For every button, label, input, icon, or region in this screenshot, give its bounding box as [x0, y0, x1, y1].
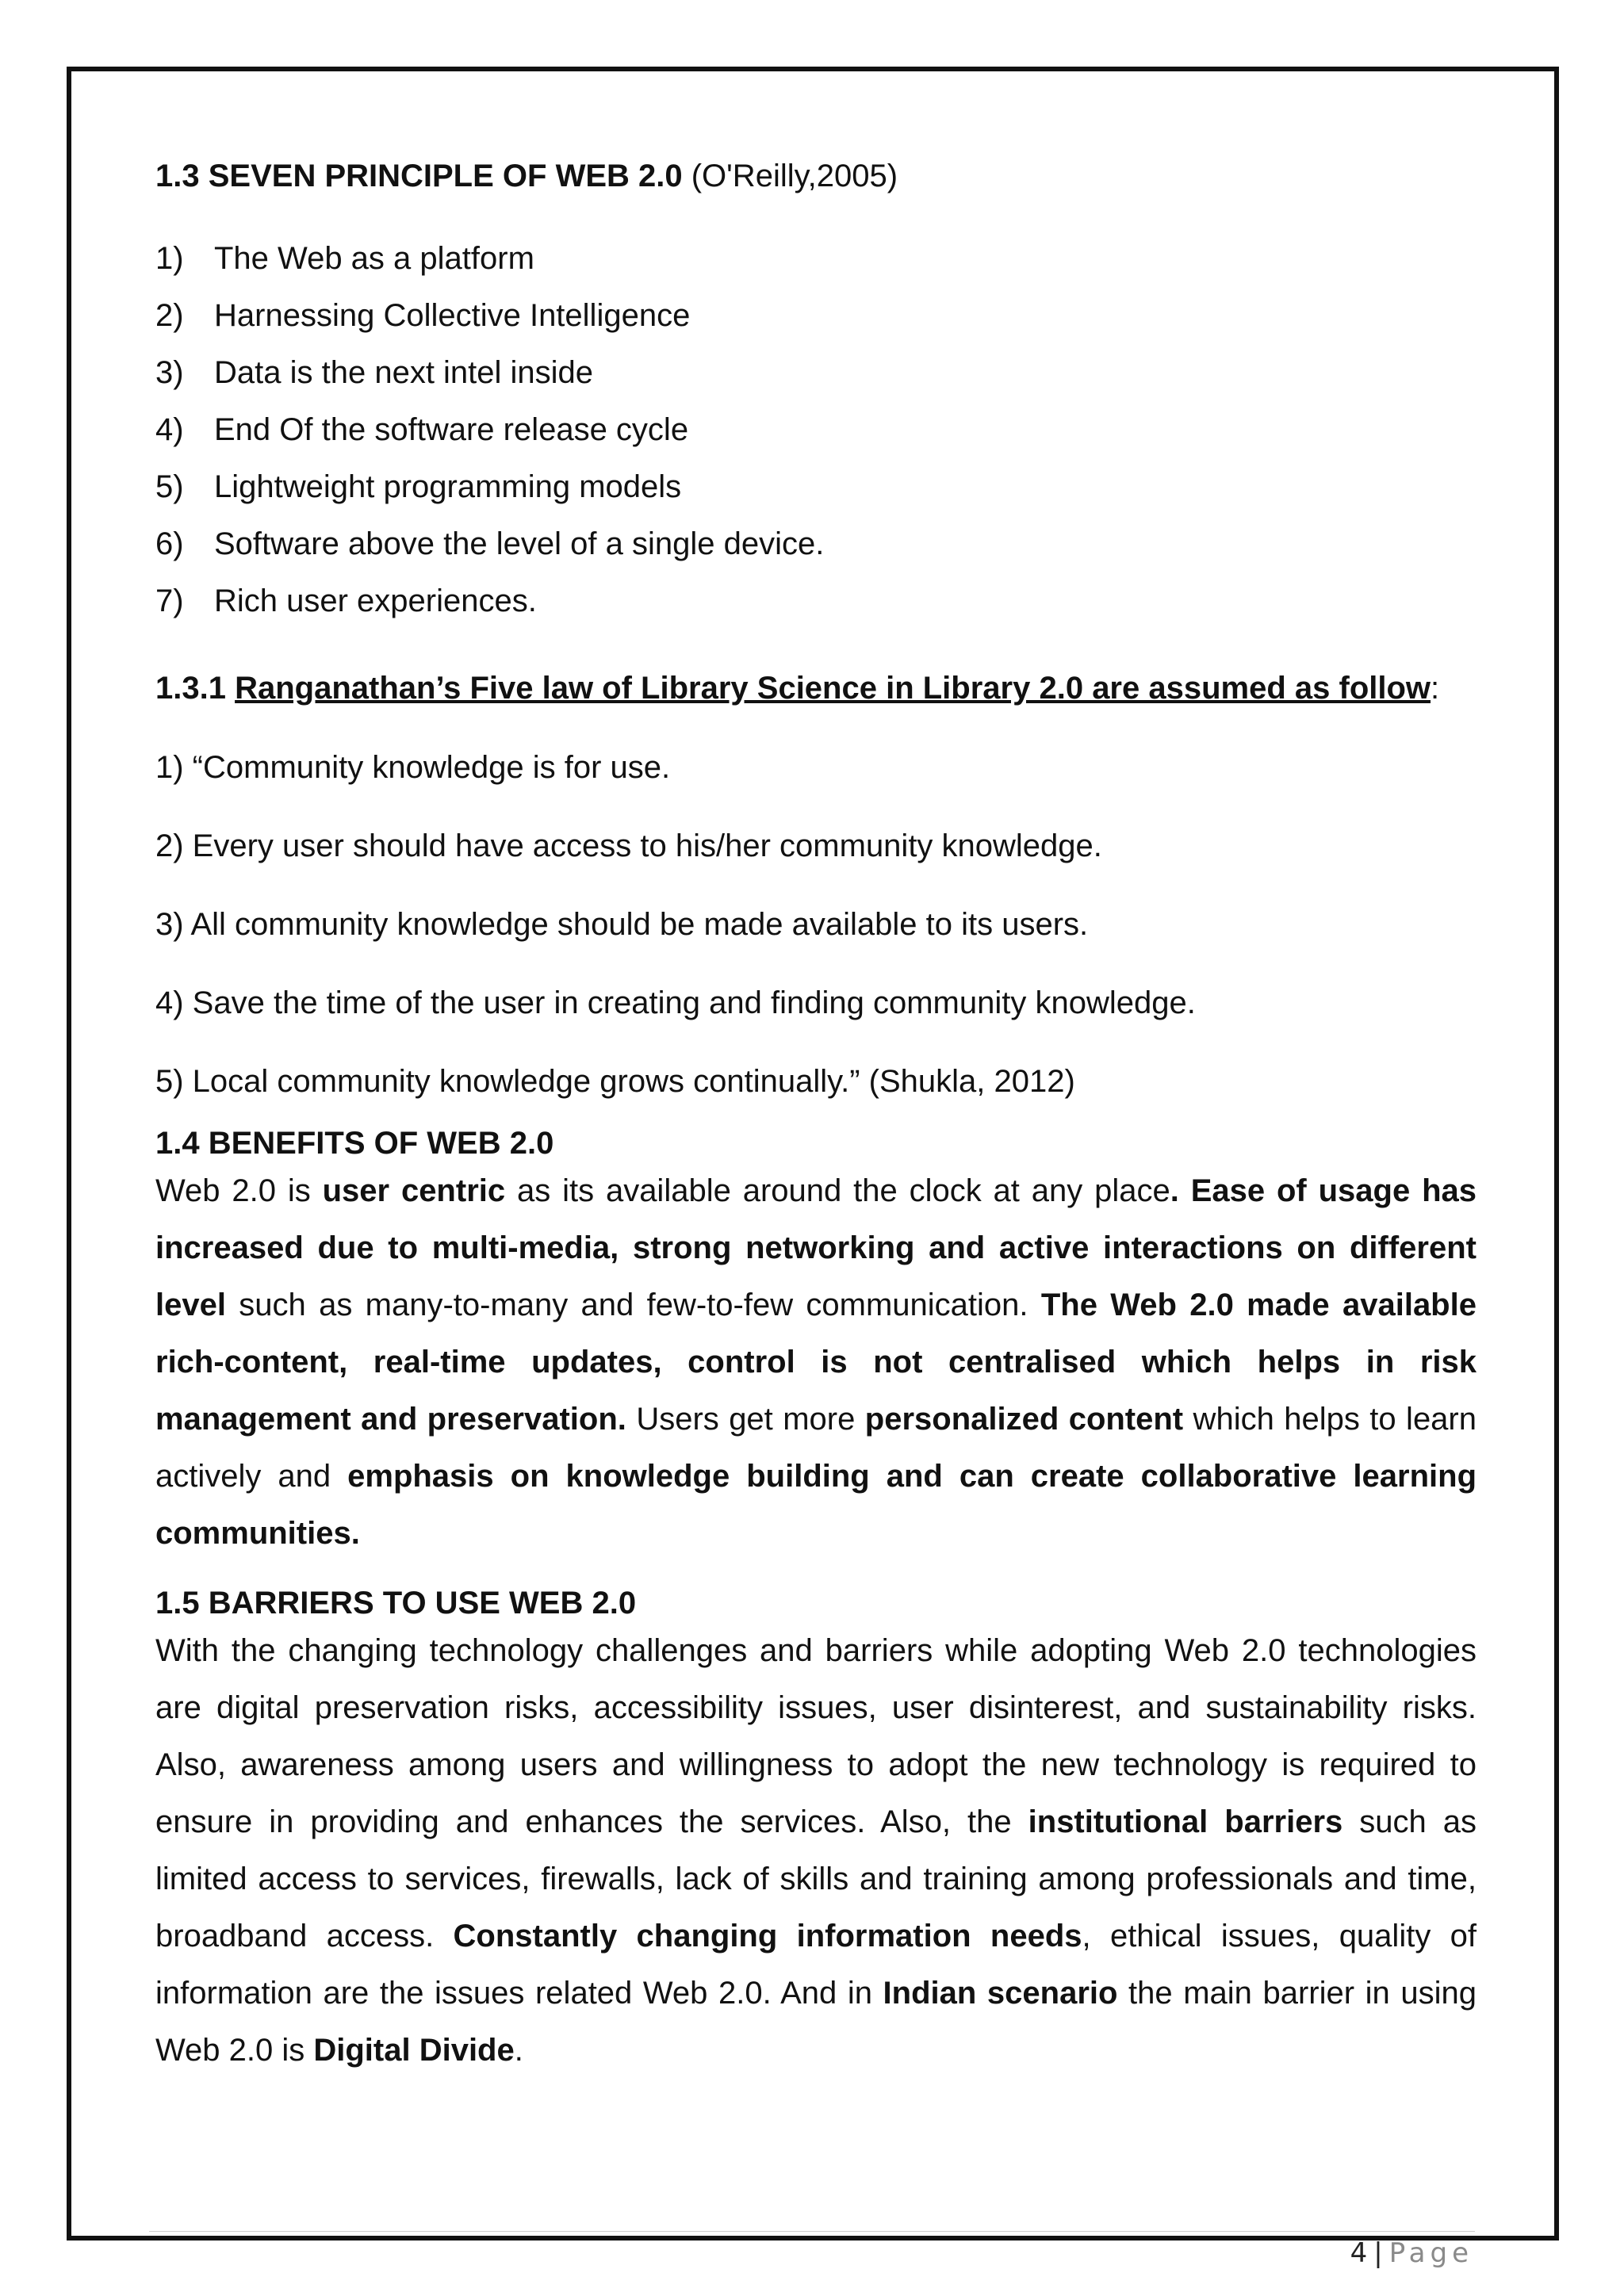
section-1-3-1-title: Ranganathan’s Five law of Library Science in Library 2.0 are assumed as follow — [235, 671, 1431, 706]
page-number: 4 — [1350, 2237, 1368, 2269]
paragraph-bold-text: emphasis on knowledge building and can create collaborative learning communities. — [155, 1459, 1477, 1551]
list-item — [155, 515, 1477, 572]
law-item: 3) All community knowledge should be made available to its users. — [155, 907, 1089, 942]
law-item: 5) Local community knowledge grows continually.” (Shukla, 2012) — [155, 1064, 1075, 1099]
list-item — [155, 401, 1477, 458]
heading-colon: : — [1431, 671, 1440, 706]
list-item-text: Data is the next intel inside — [214, 355, 594, 390]
paragraph-text: , ethical issues, quality of information are the issues related Web 2.0. And in — [155, 1919, 1477, 2011]
paragraph-bold-text: personalized content — [864, 1402, 1184, 1437]
list-item-text: Lightweight programming models — [214, 469, 682, 504]
paragraph-text: such as limited access to services, firewalls, lack of skills and training among professionals and time, broadband access. — [155, 1804, 1477, 1954]
page-label: Page — [1388, 2237, 1473, 2269]
paragraph-text: Web 2.0 is — [155, 1173, 323, 1208]
paragraph-text: . — [514, 2033, 523, 2068]
list-item-text: Software above the level of a single device. — [214, 526, 825, 561]
paragraph-bold-text: The Web 2.0 made available rich-content, real-time updates, control is not centralised which helps in risk management and preservation. — [155, 1288, 1477, 1437]
section-1-5-heading: 1.5 BARRIERS TO USE WEB 2.0 — [155, 1586, 637, 1621]
list-item-text: The Web as a platform — [214, 241, 534, 276]
paragraph-text: which helps to learn actively and — [155, 1402, 1477, 1494]
section-gap — [155, 1562, 1477, 1584]
section-1-4-heading: 1.4 BENEFITS OF WEB 2.0 — [155, 1126, 554, 1161]
list-item — [155, 344, 1477, 401]
law-item: 1) “Community knowledge is for use. — [155, 750, 671, 785]
list-item — [155, 230, 1477, 287]
paragraph-bold-text: . Ease of usage has increased due to multi-media, strong networking and active interactions on different level — [155, 1173, 1477, 1322]
paragraph-bold-text: Indian scenario — [883, 1976, 1118, 2011]
list-item-number: 3) — [155, 355, 184, 390]
barriers-paragraph — [155, 1622, 1477, 2079]
paragraph-text: such as many-to-many and few-to-few communication. — [225, 1288, 1041, 1322]
page-footer — [1350, 2237, 1473, 2269]
section-1-3-heading — [155, 157, 1477, 195]
section-1-3-title: 1.3 SEVEN PRINCIPLE OF WEB 2.0 — [155, 159, 683, 193]
paragraph-bold-text: institutional barriers — [1028, 1804, 1343, 1839]
list-item — [155, 458, 1477, 515]
section-1-3-citation: (O'Reilly,2005) — [691, 159, 898, 193]
paragraph-bold-text: user centric — [322, 1173, 506, 1208]
page-content — [155, 157, 1477, 2079]
list-item-number: 1) — [155, 241, 184, 276]
paragraph-bold-text: Constantly changing information needs — [453, 1919, 1082, 1954]
list-item-number: 2) — [155, 298, 184, 333]
law-item: 4) Save the time of the user in creating and finding community knowledge. — [155, 985, 1196, 1020]
paragraph-text: as its available around the clock at any place — [505, 1173, 1170, 1208]
paragraph-text: With the changing technology challenges and barriers while adopting Web 2.0 technologies are digital preservation risks, accessibility issues, user disinterest, and sustainability risks. Also, awareness among users and willingness to adopt the new technology is required to ensure in providing and enhances the services. Also, the — [155, 1633, 1477, 1839]
benefits-paragraph — [155, 1162, 1477, 1562]
footer-rule — [149, 2231, 1475, 2232]
list-item-text: End Of the software release cycle — [214, 412, 689, 447]
paragraph-text: Users get more — [626, 1402, 865, 1437]
paragraph-bold-text: Digital Divide — [313, 2033, 515, 2068]
list-item-text: Rich user experiences. — [214, 584, 537, 618]
law-item: 2) Every user should have access to his/her community knowledge. — [155, 828, 1102, 863]
list-item — [155, 572, 1477, 629]
paragraph-text: the main barrier in using Web 2.0 is — [155, 1976, 1477, 2068]
section-1-3-1-number: 1.3.1 — [155, 671, 226, 706]
principles-list — [155, 230, 1477, 629]
footer-separator: | — [1373, 2237, 1383, 2269]
section-1-3-1-heading — [155, 669, 1477, 707]
list-item-number: 4) — [155, 412, 184, 447]
list-item-number: 7) — [155, 584, 184, 618]
list-item-text: Harnessing Collective Intelligence — [214, 298, 691, 333]
list-item — [155, 287, 1477, 344]
list-item-number: 6) — [155, 526, 184, 561]
list-item-number: 5) — [155, 469, 184, 504]
